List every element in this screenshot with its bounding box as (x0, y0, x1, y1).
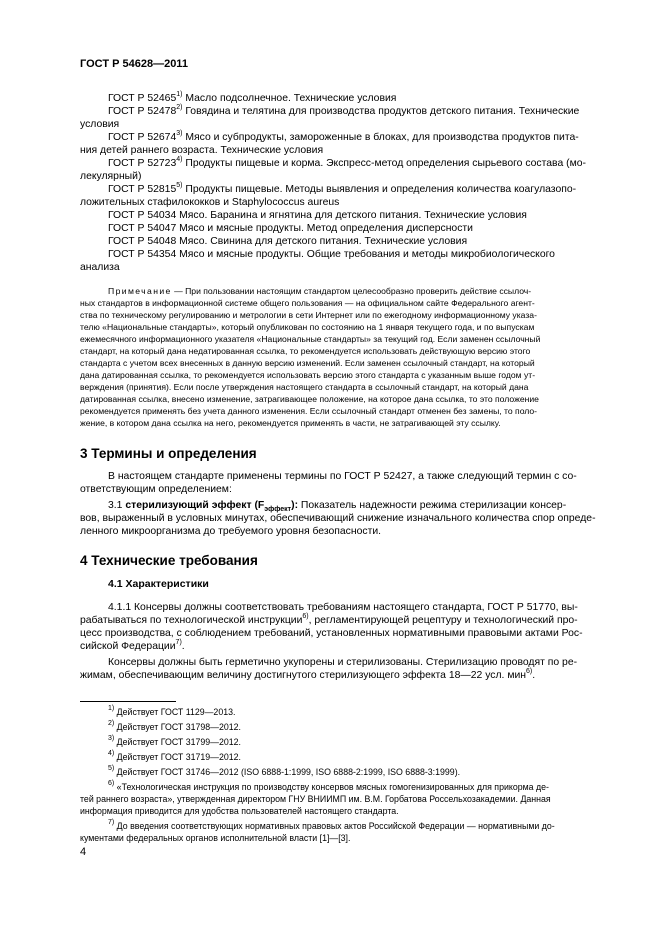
subsection-4-1-heading: 4.1 Характеристики (108, 578, 209, 590)
reference-line: ГОСТ Р 52478$^{2)}$ Говядина и телятина для производства продуктов детского питания. Технические (108, 103, 580, 117)
paragraph-line: цесс производства, с соблюдением требований, установленных нормативными правовыми актами Рос- (80, 628, 583, 639)
reference-line: ГОСТ Р 54047 Мясо и мясные продукты. Метод определения дисперсности (108, 223, 473, 234)
footnote-cont: тей раннего возраста», утвержденная директором ГНУ ВНИИМП им. В.М. Горбатова Россельхозакадемии. Данная (80, 794, 551, 804)
footnote-cont: информация приводится для удобства пользователей настоящего стандарта. (80, 806, 399, 816)
note-line: стандарта с учетом всех внесенных в данную версию изменений. Если заменен ссылочный стандарт, на который (80, 358, 535, 368)
note-line: телю «Национальные стандарты», который опубликован по состоянию на 1 января текущего года, и по выпускам (80, 322, 535, 332)
footnote: $^{5)}$ Действует ГОСТ 31746—2012 (ISO 6888-1:1999, ISO 6888-2:1999, ISO 6888-3:1999). (108, 765, 461, 777)
footnote: $^{6)}$ «Технологическая инструкция по производству консервов мясных гомогенизированных для прикорма де- (108, 780, 549, 792)
note-line: жение, в котором дана ссылка на него, рекомендуется применять в части, не затрагивающей эту ссылку. (80, 418, 501, 428)
page-number: 4 (80, 846, 87, 858)
note-line: ства по техническому регулированию и метрологии в сети Интернет или по ежегодному информационному указа- (80, 310, 537, 320)
note-line: Примечание — При пользовании настоящим стандартом целесообразно проверить действие ссылоч- (108, 286, 532, 296)
reference-line: ГОСТ Р 52674$^{3)}$ Мясо и субпродукты, замороженные в блоках, для производства продуктов пита- (108, 129, 579, 143)
footnote: $^{2)}$ Действует ГОСТ 31798—2012. (108, 720, 241, 732)
reference-line: ГОСТ Р 54354 Мясо и мясные продукты. Общие требования и методы микробиологического (108, 249, 555, 260)
note-line: рекомендуется применять без учета данного изменения. Если ссылочный стандарт отменен без замены, то поло- (80, 406, 538, 416)
paragraph-line: ленного микроорганизма до требуемого уровня безопасности. (80, 526, 382, 537)
reference-line: ГОСТ Р 52815$^{5)}$ Продукты пищевые. Методы выявления и определения количества коагулазопо- (108, 181, 577, 195)
footnote: $^{1)}$ Действует ГОСТ 1129—2013. (108, 705, 236, 717)
paragraph-line: жимам, обеспечивающим величину достигнутого стерилизующего эффекта 18—22 усл. мин$^{6)}$. (80, 667, 536, 681)
paragraph-line: Консервы должны быть герметично укупорены и стерилизованы. Стерилизацию проводят по ре- (108, 657, 578, 668)
paragraph-line: рабатываться по технологической инструкции$^{6)}$, регламентирующей рецептуру и технологический про- (80, 612, 578, 626)
footnote: $^{7)}$ До введения соответствующих нормативных правовых актов Российской Федерации — нормативными до- (108, 819, 555, 831)
reference-line-cont: лекулярный) (80, 171, 142, 182)
note-line: верждения (принятия). Если после утверждения настоящего стандарта в ссылочный стандарт, на который дана (80, 382, 529, 392)
term: стерилизующий эффект (F (125, 500, 265, 511)
paragraph-line: сийской Федерации$^{7)}$. (80, 638, 185, 652)
paragraph-line: вов, выраженный в условных минутах, обеспечивающий снижение изначального количества спор опреде- (80, 513, 596, 524)
paragraph-line: ответствующим определением: (80, 484, 232, 495)
note-line: ных стандартов в информационной системе общего пользования — на официальном сайте Федерального агент- (80, 298, 535, 308)
reference-line: ГОСТ Р 54048 Мясо. Свинина для детского питания. Технические условия (108, 236, 468, 247)
note-line: дана датированная ссылка, то рекомендуется использовать версию этого стандарта с указанным выше годом ут- (80, 370, 536, 380)
document-header-code: ГОСТ Р 54628—2011 (80, 58, 188, 70)
footnote: $^{3)}$ Действует ГОСТ 31799—2012. (108, 735, 241, 747)
footnote-cont: кументами федеральных органов исполнительной власти [1]—[3]. (80, 833, 351, 843)
reference-line-cont: анализа (80, 262, 120, 273)
reference-line: ГОСТ Р 54034 Мясо. Баранина и ягнятина для детского питания. Технические условия (108, 210, 527, 221)
reference-line-cont: ния детей раннего возраста. Технические условия (80, 145, 324, 156)
note-label: Примечание (108, 286, 172, 296)
paragraph-line: 4.1.1 Консервы должны соответствовать требованиям настоящего стандарта, ГОСТ Р 51770, вы- (108, 602, 578, 613)
note-line: стандарт, на который дана недатированная ссылка, то рекомендуется использовать действующую версию этого (80, 346, 531, 356)
reference-line: ГОСТ Р 52723$^{4)}$ Продукты пищевые и корма. Экспресс-метод определения сырьевого состава (мо- (108, 155, 586, 169)
term-definition-line: 3.1 стерилизующий эффект $(F_{эффект})$: Показатель надежности режима стерилизации консер- (108, 500, 567, 514)
section-3-heading: 3 Термины и определения (80, 446, 257, 461)
footnote-separator (80, 701, 176, 702)
note-line: датированная ссылка, внесено изменение, затрагивающее положение, на которое дана ссылка, то это положение (80, 394, 539, 404)
note-line: ежемесячного информационного указателя «Национальные стандарты» за текущий год. Если заменен ссылочный (80, 334, 541, 344)
paragraph-line: В настоящем стандарте применены термины по ГОСТ Р 52427, а также следующий термин с со- (108, 471, 577, 482)
reference-line-cont: условия (80, 119, 120, 130)
reference-line: ГОСТ Р 52465$^{1)}$ Масло подсолнечное. Технические условия (108, 90, 397, 104)
reference-line-cont: ложительных стафилококков и Staphylococcus aureus (80, 197, 340, 208)
footnote: $^{4)}$ Действует ГОСТ 31719—2012. (108, 750, 241, 762)
section-4-heading: 4 Технические требования (80, 553, 258, 568)
